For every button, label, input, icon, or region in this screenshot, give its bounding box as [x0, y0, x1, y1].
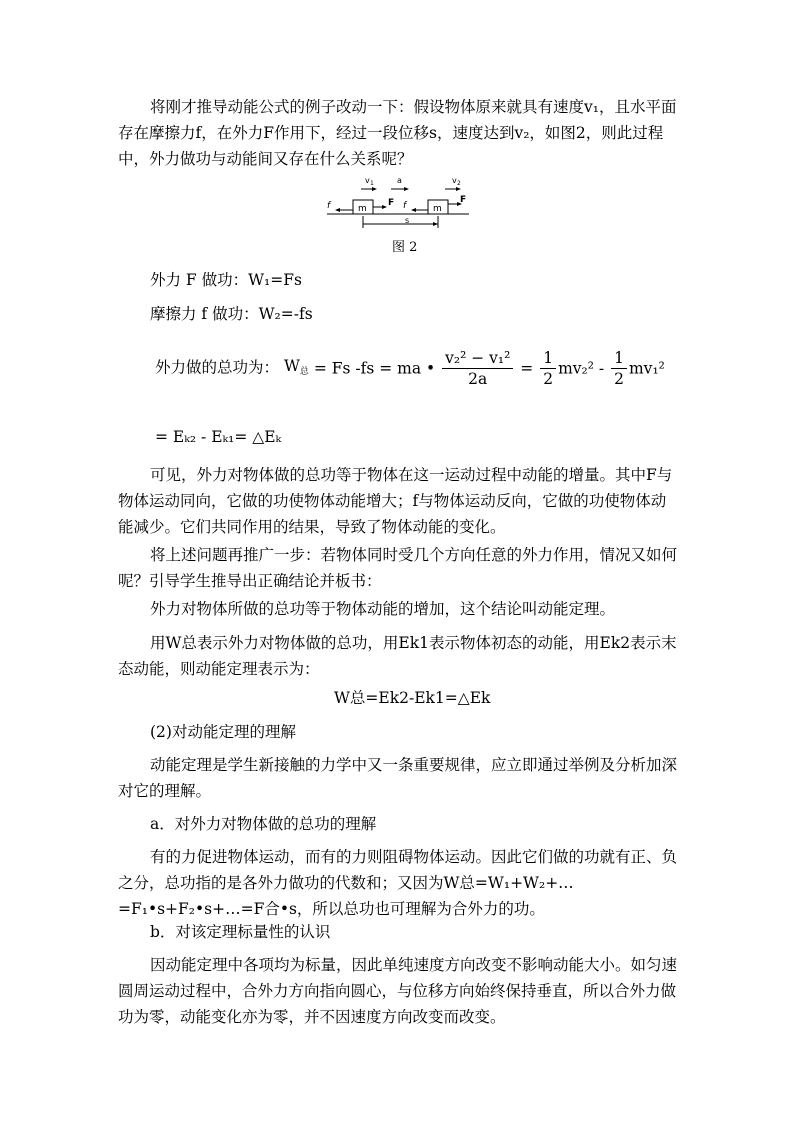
theorem-formula: W总=Ek2-Ek1=△Ek: [334, 689, 491, 707]
friction-label-left: f: [327, 201, 331, 211]
item-a-heading: a．对外力对物体做的总功的理解: [150, 815, 377, 833]
intro-paragraph: 将刚才推导动能公式的例子改动一下：假设物体原来就具有速度v₁，且水平面存在摩擦力f，在外力F作用下，经过一段位移s，速度达到v₂，如图2，则此过程中，外力做功与动能间又存在什么关系呢？: [118, 98, 677, 168]
mass-label-right: m: [433, 204, 442, 214]
acceleration-label: a: [397, 176, 402, 185]
total-work-paragraph: 有的力促进物体运动，而有的力则阻碍物体运动。因此它们做的功就有正、负之分，总功指的是各外力做功的代数和；又因为W总=W₁+W₂+…=F₁•s+F₂•s+…=F合•s，所以总功也可理解为合外力的功。: [118, 848, 678, 918]
explanation-paragraph: 可见，外力对物体做的总功等于物体在这一运动过程中动能的增量。其中F与物体运动同向，它做的功使物体动能增大；f与物体运动反向，它做的功使物体动能减少。它们共同作用的结果，导致了物体动能的变化。: [118, 466, 673, 536]
svg-text:1: 1: [370, 180, 374, 187]
force-label-left: F: [388, 198, 395, 208]
item-b-heading: b．对该定理标量性的认识: [150, 923, 331, 941]
section-heading: (2)对动能定理的理解: [150, 723, 296, 741]
force-label-right: F: [460, 195, 467, 205]
work-f-line: 摩擦力 f 做功：W₂=-fs: [150, 305, 313, 323]
scalar-paragraph: 因动能定理中各项均为标量，因此单纯速度方向改变不影响动能大小。如匀速圆周运动过程中，合外力方向指向圆心，与位移方向始终保持垂直，所以合外力做功为零，动能变化亦为零，并不因速度方向改变而改变。: [118, 956, 678, 1026]
figure-2-diagram: [325, 172, 485, 232]
ek-equation: = Eₖ₂ - Eₖ₁= △Eₖ: [155, 428, 282, 446]
svg-text:2: 2: [457, 180, 461, 187]
notation-paragraph: 用W总表示外力对物体做的总功，用Ek1表示物体初态的动能，用Ek2表示末态动能，则动能定理表示为：: [118, 634, 677, 678]
v2-label: v: [452, 176, 457, 185]
theorem-statement: 外力对物体所做的总功等于物体动能的增加，这个结论叫动能定理。: [150, 600, 616, 618]
generalization-paragraph: 将上述问题再推广一步：若物体同时受几个方向任意的外力作用，情况又如何呢？引导学生推导出正确结论并板书：: [118, 546, 678, 590]
work-F-line: 外力 F 做功：W₁=Fs: [150, 271, 302, 289]
friction-label-right: f: [403, 201, 407, 211]
displacement-label: s: [405, 216, 410, 225]
understanding-paragraph: 动能定理是学生新接触的力学中又一条重要规律，应立即通过举例及分析加深对它的理解。: [118, 756, 678, 800]
total-work-equation: 外力做的总功为： $W_总 = Fs$ -fs = ma • $\frac{\text{v₂² − v₁²}}{2a}$ = $\frac{1}{2}$ mv₂² - $\frac{1}{2}$ mv₁²: [155, 349, 665, 388]
mass-label-left: m: [358, 204, 367, 214]
v1-label: v: [365, 176, 370, 185]
figure-caption: 图 2: [392, 240, 418, 255]
